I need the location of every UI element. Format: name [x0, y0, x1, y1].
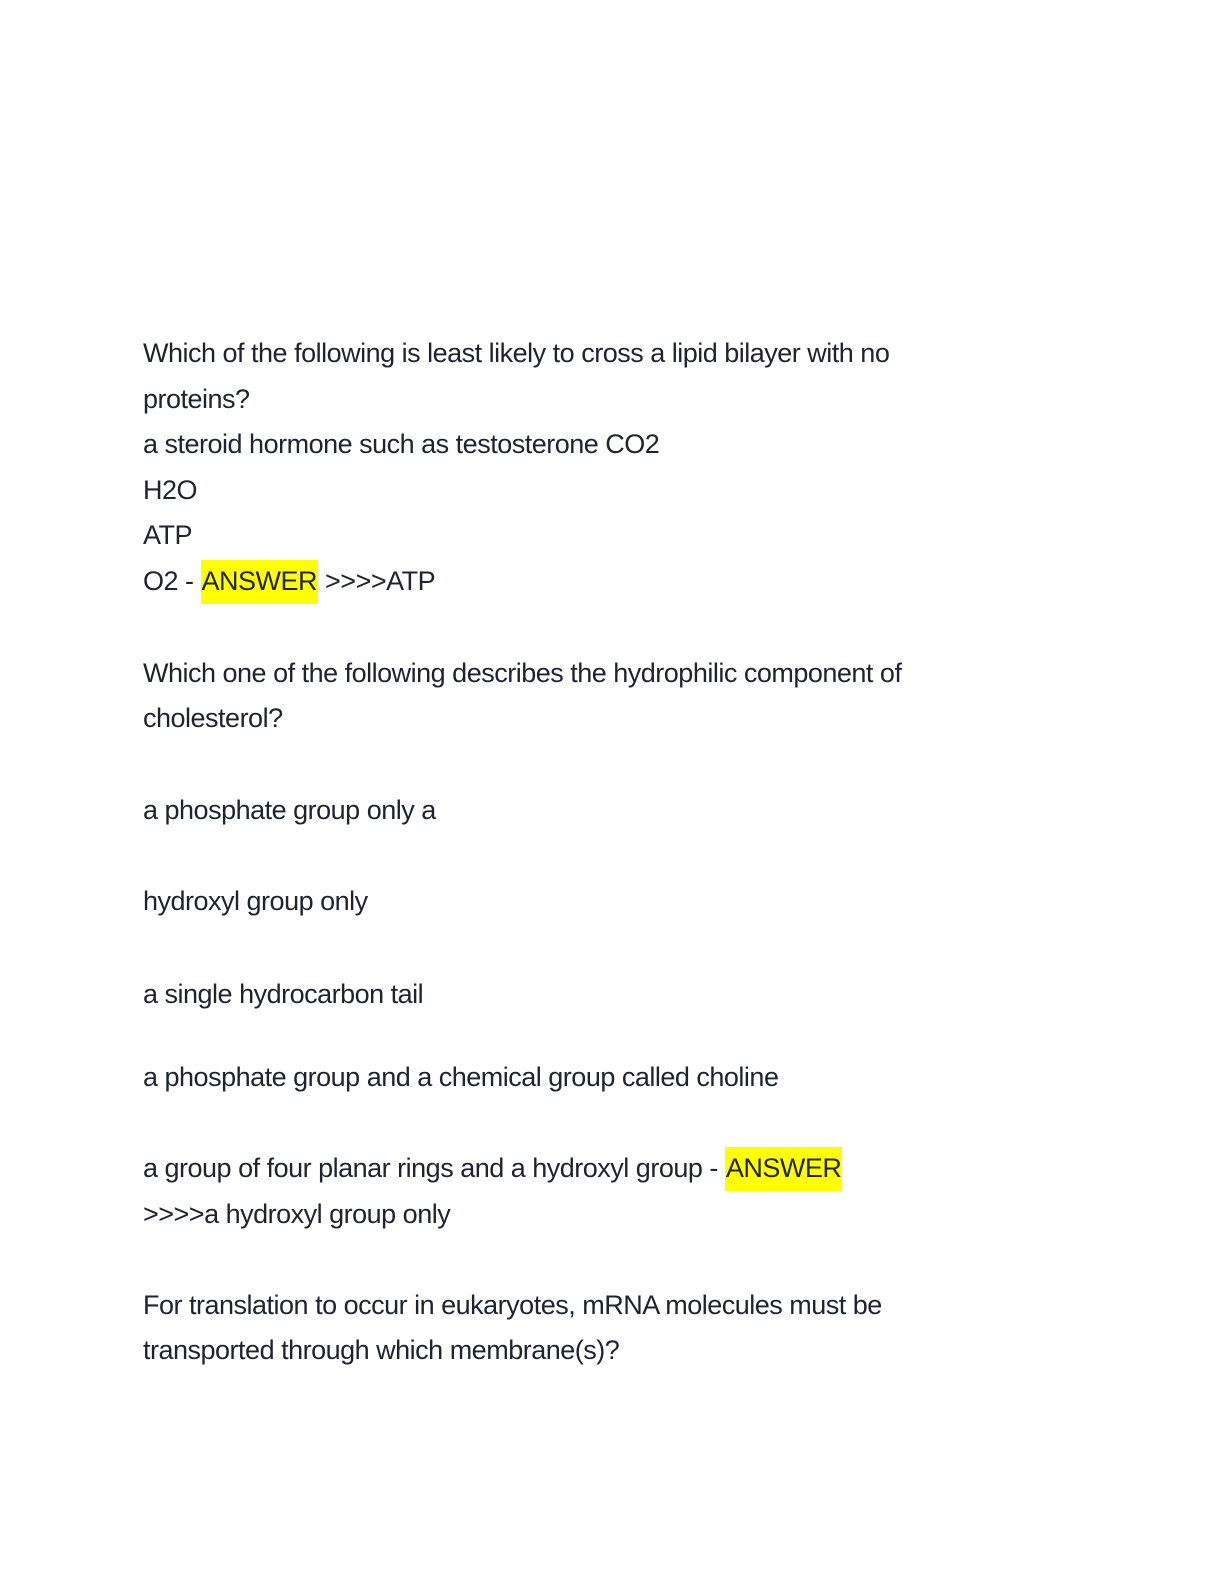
- q2-option-2: hydroxyl group only: [143, 886, 368, 916]
- q1-answer-highlight: ANSWER: [201, 560, 319, 604]
- q1-option-3: ATP: [143, 520, 193, 550]
- q3-question-line-1: For translation to occur in eukaryotes, mRNA molecules must be: [143, 1290, 882, 1320]
- q1-option-1: a steroid hormone such as testosterone CO2: [143, 429, 660, 459]
- q2-option-3: a single hydrocarbon tail: [143, 979, 424, 1009]
- q2-question-line-1: Which one of the following describes the hydrophilic component of: [143, 658, 902, 688]
- q3-question-line-2: transported through which membrane(s)?: [143, 1335, 620, 1365]
- q1-question-line-2: proteins?: [143, 384, 250, 414]
- q1-answer-text: >>>>ATP: [318, 566, 436, 596]
- q2-answer-highlight: ANSWER: [725, 1147, 843, 1191]
- q2-option-5: a group of four planar rings and a hydroxyl group -: [143, 1153, 725, 1183]
- q1-question-line-1: Which of the following is least likely to cross a lipid bilayer with no: [143, 338, 890, 368]
- q1-option-4: O2 -: [143, 566, 201, 596]
- q2-option-5-line: [143, 1150, 842, 1186]
- q1-option-2: H2O: [143, 475, 198, 505]
- q2-question-line-2: cholesterol?: [143, 703, 283, 733]
- q2-option-4: a phosphate group and a chemical group called choline: [143, 1062, 779, 1092]
- q1-answer-line: [143, 563, 435, 599]
- q2-option-1: a phosphate group only a: [143, 795, 436, 825]
- q2-answer-text: >>>>a hydroxyl group only: [143, 1199, 451, 1229]
